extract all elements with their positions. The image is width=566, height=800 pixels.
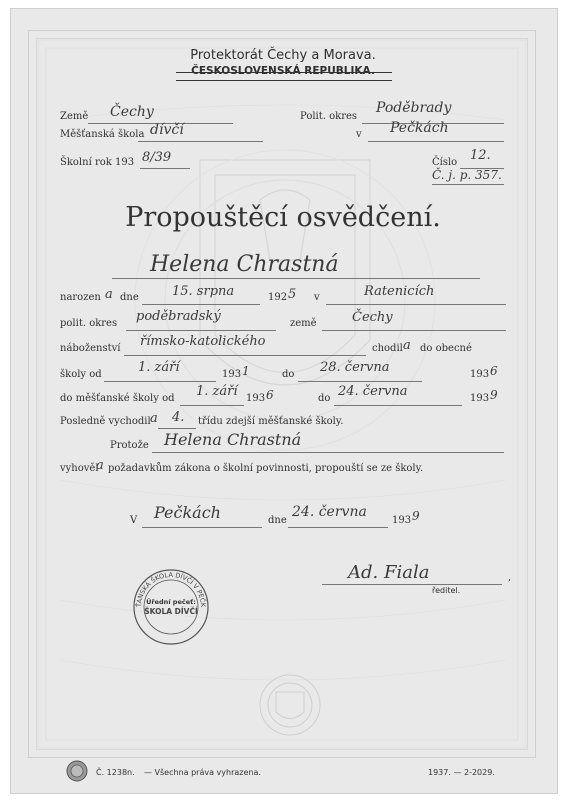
protoze-name: Helena Chrastná: [164, 430, 302, 449]
year4-prefix: 193: [470, 393, 490, 404]
posledne-label: Posledně vychodil: [60, 416, 151, 427]
year2-prefix: 193: [470, 369, 490, 380]
footer-rights: — Všechna práva vyhrazena.: [144, 768, 261, 777]
posledne-suffix: a: [150, 411, 158, 426]
year2-suffix: 6: [490, 364, 498, 378]
signature-line: [322, 584, 502, 585]
year5-suffix: 9: [412, 509, 420, 523]
misto-label: v: [356, 129, 362, 140]
signature-comma: ,: [508, 572, 512, 583]
do2-label: do: [318, 393, 331, 404]
nabozenstvi-label: náboženství: [60, 343, 121, 354]
dne2-label: dne: [268, 515, 287, 526]
year3-prefix: 193: [246, 393, 266, 404]
stamp-inner-text-2: ŠKOLA DÍVČÍ: [144, 607, 198, 616]
nabozenstvi-line: [124, 355, 366, 356]
birth-place-value: Ratenicích: [364, 284, 435, 299]
publisher-emblem-icon: [66, 760, 88, 782]
body-zeme-line: [322, 330, 506, 331]
chodil-suffix: a: [403, 338, 411, 353]
skolni-rok-line: [140, 168, 190, 169]
skoly-od-value: 1. září: [138, 360, 180, 375]
trida-line: [158, 428, 196, 429]
protoze-label: Protože: [110, 440, 149, 451]
body-okres-label: polit. okres: [60, 318, 118, 329]
skolni-rok-value: 8/39: [142, 150, 172, 165]
body-zeme-label: země: [290, 318, 317, 329]
stamp-outer-text: ŤANSKÁ ŠKOLA DÍVČÍ V PEČK: [134, 570, 208, 608]
republic-underline: [176, 80, 392, 81]
zeme-value: Čechy: [110, 104, 154, 120]
birth-place-line: [326, 304, 506, 305]
body-okres-value: poděbradský: [136, 309, 221, 324]
place-line: [142, 527, 262, 528]
student-name: Helena Chrastná: [150, 252, 339, 277]
do1-label: do: [282, 369, 295, 380]
republic-heading: ČESKOSLOVENSKÁ REPUBLIKA.: [191, 65, 375, 77]
vyhovel-rest: požadavkům zákona o školní povinnosti, propouští se ze školy.: [108, 463, 424, 474]
trida-label: třídu zdejší měšťanské školy.: [198, 416, 344, 427]
dne2-line: [288, 527, 388, 528]
birth-day-line: [142, 304, 260, 305]
footer-edition: 1937. — 2-2029.: [428, 768, 495, 777]
zeme-label: Země: [60, 111, 89, 122]
protoze-line: [152, 452, 504, 453]
do2-line: [334, 405, 462, 406]
dne2-value: 24. června: [292, 504, 367, 520]
narozen-suffix: a: [105, 287, 113, 302]
skoly-od-label: školy od: [60, 369, 102, 380]
chodil-label: chodil: [372, 343, 403, 354]
document-title: Propouštěcí osvědčení.: [125, 202, 441, 233]
year1-suffix: 1: [242, 364, 250, 378]
year1-prefix: 193: [222, 369, 242, 380]
birth-year-suffix: 5: [288, 287, 297, 302]
student-name-line: [112, 278, 480, 279]
mest-od-value: 1. září: [196, 384, 238, 399]
birth-day-value: 15. srpna: [172, 284, 235, 299]
skola-label: Měšťanská škola: [60, 129, 145, 140]
skola-value: dívčí: [150, 122, 184, 138]
reditel-label: ředitel.: [432, 586, 461, 595]
place-value: Pečkách: [154, 503, 221, 522]
stamp-inner-text-1: Úřední pečeť:: [146, 598, 196, 606]
trida-value: 4.: [172, 410, 185, 425]
okres-value: Poděbrady: [376, 100, 452, 116]
director-signature: Ad. Fiala: [348, 562, 430, 583]
year4-suffix: 9: [490, 388, 498, 402]
do1-line: [298, 381, 422, 382]
year3-suffix: 6: [266, 388, 274, 402]
skolni-rok-label: Školní rok 193: [60, 157, 135, 168]
vyhovel-suffix: a: [96, 458, 104, 473]
cislo-label: Číslo: [432, 157, 458, 168]
do1-value: 28. června: [320, 360, 390, 375]
stamp-circle-graphic: [132, 568, 210, 646]
mest-od-line: [180, 405, 244, 406]
vyhovel-label: vyhověl: [60, 463, 99, 474]
cj-value: Č. j. p. 357.: [432, 168, 502, 182]
do-obecne-label: do obecné: [420, 343, 472, 354]
birth-place-label: v: [314, 292, 320, 303]
dne-label: dne: [120, 292, 139, 303]
birth-year-prefix: 192: [268, 292, 288, 303]
cislo-value: 12.: [470, 148, 491, 163]
misto-line: [368, 141, 504, 142]
mest-label: do měšťanské školy od: [60, 393, 175, 404]
okres-label: Polit. okres: [300, 111, 358, 122]
official-stamp: [132, 568, 210, 646]
place-label: V: [130, 515, 138, 526]
misto-value: Pečkách: [390, 120, 449, 136]
cj-line: [432, 184, 504, 185]
year5-prefix: 193: [392, 515, 412, 526]
skola-line: [138, 141, 263, 142]
do2-value: 24. června: [338, 384, 408, 399]
protectorate-heading: Protektorát Čechy a Morava.: [190, 48, 376, 63]
narozen-label: narozen: [60, 292, 101, 303]
body-zeme-value: Čechy: [352, 310, 393, 325]
nabozenstvi-value: římsko-katolického: [140, 334, 266, 349]
skoly-od-line: [104, 381, 216, 382]
republic-strikethrough: [176, 72, 392, 73]
footer-code: Č. 1238n.: [96, 768, 135, 777]
body-okres-line: [126, 330, 276, 331]
